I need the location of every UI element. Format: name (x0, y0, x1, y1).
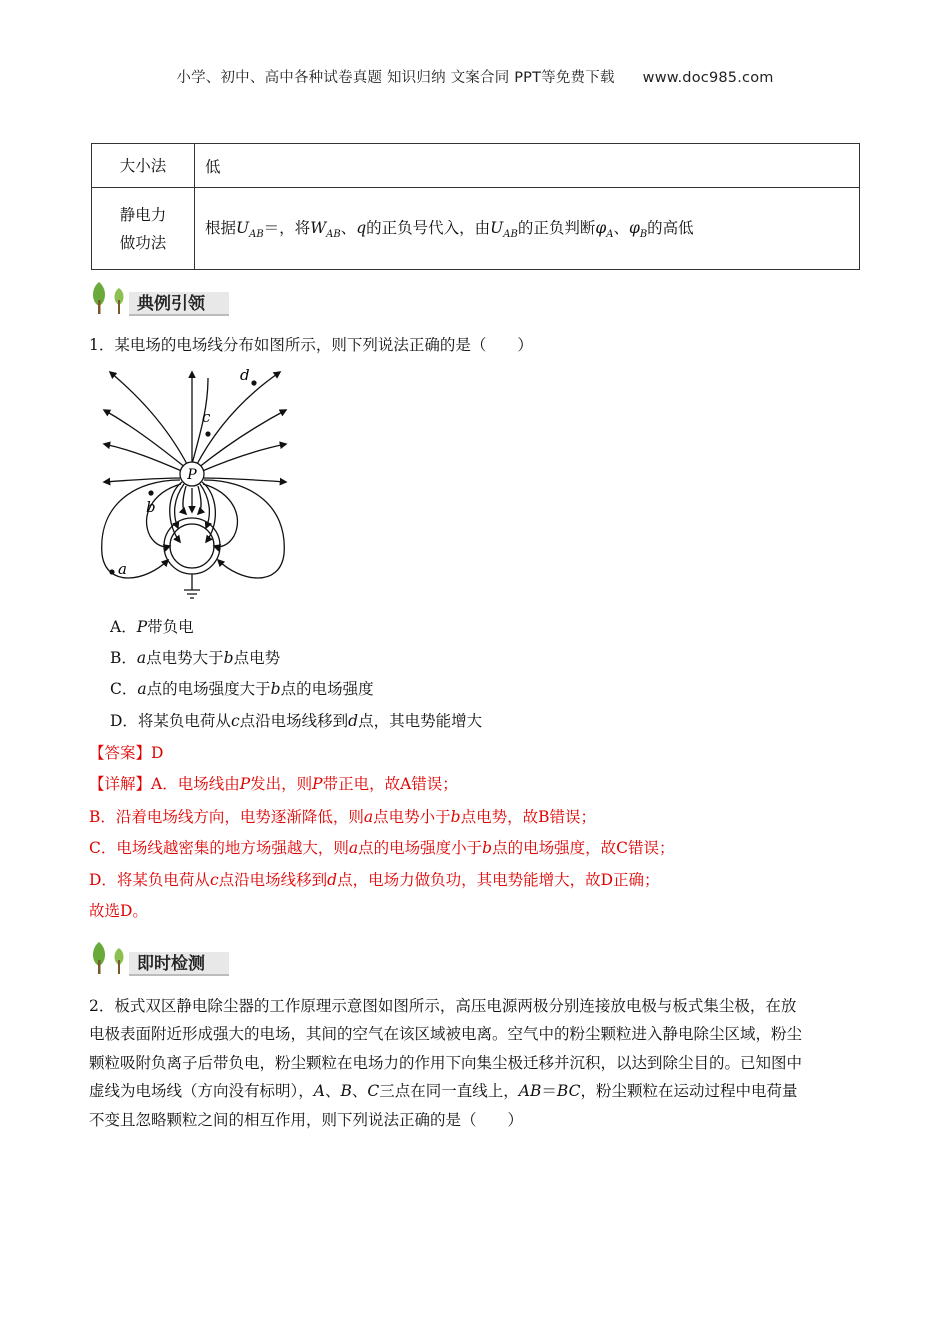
var: c (230, 712, 240, 730)
text: C． (110, 680, 138, 698)
tree-icon (89, 280, 133, 316)
text: 点的电场强度大于 (146, 680, 271, 698)
text: 的正负号代入，由 (366, 219, 491, 238)
var: φ (628, 219, 640, 238)
label-d: d (240, 366, 250, 384)
var: b (223, 649, 234, 667)
text-line: 不变且忽略颗粒之间的相互作用，则下列说法正确的是（ ） (89, 1110, 524, 1129)
text: 点沿电场线移到 (239, 712, 349, 730)
answer-label: 【答案】D (89, 744, 164, 762)
text: 点，电场力做负功，其电势能增大，故D正确； (337, 871, 660, 889)
question-2 (89, 992, 859, 1134)
text: ，粉尘颗粒在运动过程中电荷量 (580, 1082, 798, 1101)
page-header (0, 66, 950, 87)
var: U (236, 219, 250, 238)
text: 、 (613, 219, 629, 238)
var: b (270, 680, 281, 698)
text: 点电势，故B错误； (460, 808, 597, 826)
text: D．将某负电荷从 (110, 712, 231, 730)
text: 根据 (205, 219, 237, 238)
detail-line (89, 837, 674, 859)
section-heading (89, 280, 239, 316)
label-line: 静电力 (119, 205, 167, 224)
sub: AB (249, 229, 264, 241)
option-d (110, 710, 482, 732)
var: P (239, 775, 251, 793)
label-line: 做功法 (119, 233, 167, 252)
sub: AB (326, 229, 341, 241)
var: P (312, 775, 323, 793)
question-stem: 1．某电场的电场线分布如图所示，则下列说法正确的是（ ） (89, 336, 533, 354)
text: C．电场线越密集的地方场强越大，则 (89, 839, 349, 857)
var: W (310, 219, 327, 238)
text: 带正电，故A错误； (322, 775, 458, 793)
text: 点的电场强度 (280, 680, 374, 698)
label-c: c (202, 408, 211, 426)
text-line: 电极表面附近形成强大的电场，其间的空气在该区域被电离。空气中的粉尘颗粒进入静电除尘区域，粉尘 (89, 1025, 803, 1044)
sub: B (639, 229, 648, 241)
text: 、 (340, 219, 357, 238)
text: ＝ (541, 1082, 557, 1101)
text: 点电势大于 (146, 649, 224, 667)
detail-line (89, 806, 596, 828)
text: 的高低 (647, 219, 694, 238)
text: 发出，则 (250, 775, 313, 793)
var: a (363, 808, 374, 826)
table-row (92, 188, 860, 270)
option-c (110, 678, 374, 700)
var: a (348, 839, 359, 857)
text: D．将某负电荷从 (89, 871, 210, 889)
row-content (195, 188, 860, 270)
text: 【详解】 (89, 775, 152, 793)
sub: AB (503, 229, 518, 241)
text: 点沿电场线移到 (218, 871, 328, 889)
var: B (340, 1082, 352, 1101)
var: c (209, 871, 219, 889)
detail-line (89, 869, 660, 891)
var: b (482, 839, 493, 857)
text: 三点在同一直线上， (379, 1082, 519, 1101)
var: U (490, 219, 504, 238)
field-figure (96, 364, 296, 608)
property-table (91, 143, 860, 270)
text-line: 颗粒吸附负离子后带负电，粉尘颗粒在电场力的作用下向集尘极迁移并沉积，以达到除尘目的。已知图中 (89, 1053, 803, 1072)
header-text: 小学、初中、高中各种试卷真题 知识归纳 文案合同 PPT等免费下载 (176, 70, 615, 86)
tree-icon (89, 940, 133, 976)
text: 点的电场强度，故C错误； (492, 839, 675, 857)
option-b (110, 647, 280, 669)
var: P (136, 618, 148, 636)
text: A． (110, 618, 137, 636)
row-label (92, 188, 195, 270)
row-content: 低 (195, 144, 860, 188)
text: A．电场线由 (151, 775, 240, 793)
text: 的正负判断 (517, 219, 596, 238)
var: C (367, 1082, 380, 1101)
var: q (356, 219, 367, 238)
text: 点电势 (233, 649, 281, 667)
text: 点，其电势能增大 (358, 712, 483, 730)
label-a: a (118, 560, 127, 578)
text: 点电势小于 (373, 808, 451, 826)
heading-title: 即时检测 (137, 954, 205, 974)
label-p: P (187, 467, 197, 483)
var: AB (518, 1082, 542, 1101)
conclusion: 故选D。 (89, 902, 148, 920)
text: B．沿着电场线方向，电势逐渐降低，则 (89, 808, 364, 826)
section-heading (89, 940, 239, 976)
var: a (137, 680, 147, 698)
text: 虚线为电场线（方向没有标明）， (89, 1082, 314, 1101)
label-b: b (146, 498, 156, 516)
sub: A (606, 229, 614, 241)
var: BC (556, 1082, 581, 1101)
text-line (89, 1077, 859, 1105)
var: b (450, 808, 461, 826)
var: d (348, 712, 359, 730)
var: φ (595, 219, 607, 238)
text-line: 2．板式双区静电除尘器的工作原理示意图如图所示，高压电源两极分别连接放电极与板式集尘极，在放 (89, 997, 797, 1015)
text: 点的电场强度小于 (358, 839, 483, 857)
header-site: www.doc985.com (642, 70, 774, 86)
option-a (110, 616, 194, 638)
heading-title: 典例引领 (137, 294, 205, 314)
text: B． (110, 649, 137, 667)
text: 、 (324, 1082, 341, 1101)
row-label: 大小法 (92, 144, 195, 188)
text: 、 (351, 1082, 368, 1101)
text: ＝，将 (263, 219, 311, 238)
detail-line (89, 773, 458, 795)
var: d (327, 871, 338, 889)
var: A (313, 1082, 325, 1101)
var: a (136, 649, 147, 667)
text: 带负电 (147, 618, 194, 636)
table-row (92, 144, 860, 188)
